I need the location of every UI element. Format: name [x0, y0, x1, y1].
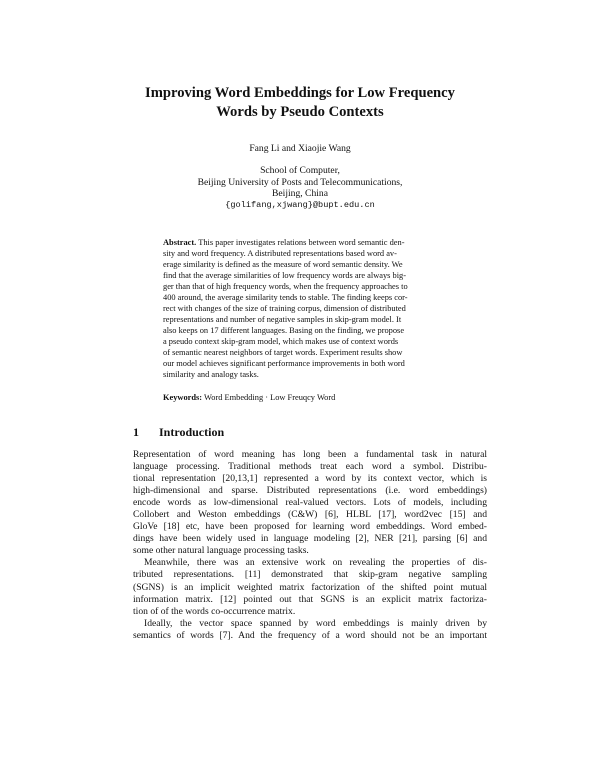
keywords-label: Keywords:: [163, 393, 203, 402]
body-line: language processing. Traditional methods treat each word a symbol. Distribu-: [133, 461, 487, 473]
paper-title: [90, 84, 510, 122]
body-line: some other natural language processing tasks.: [133, 545, 309, 557]
affiliation-line-3: Beijing, China: [272, 188, 328, 200]
body-line: tion of of the words co-occurrence matrix.: [133, 605, 296, 617]
body-line: tional representation [20,13,1] represented a word by its context vector, which is: [133, 473, 487, 485]
body-line: semantics of words [7]. And the frequency of a word should not be an important: [133, 629, 487, 641]
body-line: GloVe [18] etc, have been proposed for learning word embeddings. Word embed-: [133, 521, 487, 533]
abstract-line: find that the average similarities of low frequency words are always big-: [163, 271, 407, 280]
body-line: Ideally, the vector space spanned by word embeddings is mainly driven by: [144, 617, 487, 629]
affiliation-line-1: School of Computer,: [260, 165, 340, 176]
abstract-line: of semantic nearest neighbors of target words. Experiment results show: [163, 348, 403, 357]
abstract-line: rect with changes of the size of training corpus, dimension of distributed: [163, 304, 406, 313]
body-line: Representation of word meaning has long been a fundamental task in natural: [133, 449, 487, 460]
abstract: [163, 237, 456, 380]
title-line-2: Words by Pseudo Contexts: [216, 104, 384, 120]
abstract-line: 400 around, the average similarity tends to stable. The finding keeps cor-: [163, 293, 408, 302]
body-line: tributed representations. [11] demonstrated that skip-gram negative sampling: [133, 569, 487, 581]
abstract-line: also keeps on 17 different languages. Basing on the finding, we propose: [163, 326, 405, 335]
abstract-line: representations and number of negative samples in skip-gram model. It: [163, 315, 402, 324]
body-line: (SGNS) is an implicit weighted matrix factorization of the shifted point mutual: [133, 581, 487, 593]
body-line: Meanwhile, there was an extensive work on revealing the properties of dis-: [144, 557, 487, 569]
author-email: {golifang,xjwang}@bupt.edu.cn: [225, 199, 375, 210]
section-title: Introduction: [159, 425, 225, 439]
body-line: information matrix. [12] pointed out that SGNS is an explicit matrix factoriza-: [133, 593, 487, 605]
abstract-label: Abstract.: [163, 238, 197, 247]
abstract-line: our model achieves significant performance improvements in both word: [163, 359, 405, 368]
abstract-line: erage similarity is defined as the measure of word semantic density. We: [163, 260, 403, 269]
abstract-line: a pseudo context skip-gram model, which makes use of context words: [163, 337, 399, 346]
keywords: [163, 392, 456, 403]
abstract-line: similarity and analogy tasks.: [163, 370, 259, 379]
keywords-text: Word Embedding · Low Freuqcy Word: [204, 393, 336, 402]
body-line: encode words as low-dimensional real-valued vectors. Lots of models, including: [133, 497, 487, 509]
abstract-line: Abstract. This paper investigates relations between word semantic den-: [163, 238, 405, 247]
title-line-1: Improving Word Embeddings for Low Frequency: [145, 85, 455, 101]
authors: Fang Li and Xiaojie Wang: [249, 143, 351, 154]
body-text: [133, 449, 487, 642]
section-number: 1: [133, 425, 139, 439]
body-line: Collobert and Weston embeddings (C&W) [6], HLBL [17], word2vec [15] and: [133, 509, 487, 521]
affiliation-line-2: Beijing University of Posts and Telecommunications,: [197, 176, 403, 188]
abstract-line: ger than that of high frequency words, when the frequency approaches to: [163, 282, 408, 291]
body-line: high-dimensional and sparse. Distributed representations (i.e. word embeddings): [133, 485, 487, 497]
section-heading: [133, 424, 493, 440]
abstract-line: sity and word frequency. A distributed representations based word av-: [163, 249, 397, 258]
body-line: dings have been widely used in language modeling [2], NER [21], parsing [6] and: [133, 533, 487, 545]
affiliation: [100, 165, 500, 211]
